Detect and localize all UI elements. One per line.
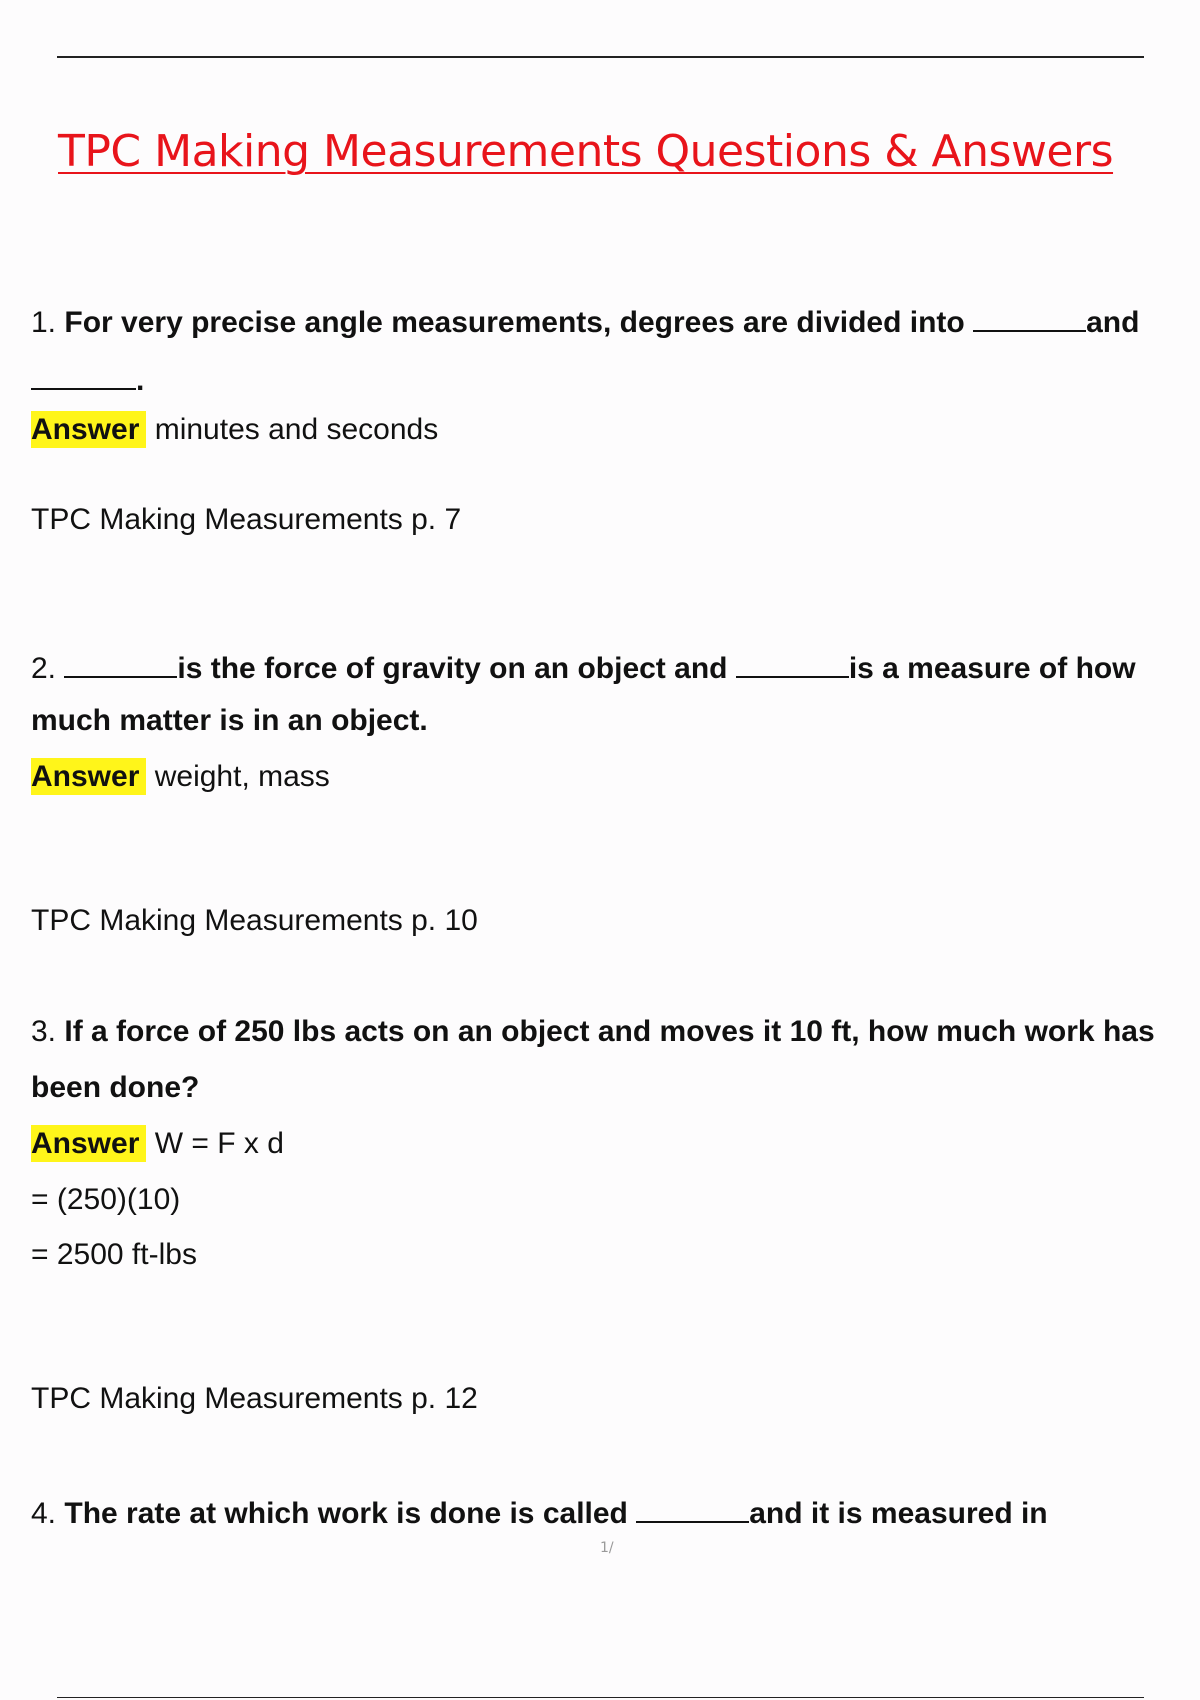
question-text: and it is measured in — [749, 1497, 1048, 1530]
answer-2 — [31, 762, 330, 792]
answer-3-line-3: = 2500 ft-lbs — [31, 1238, 197, 1271]
question-text: is the force of gravity on an object and — [177, 652, 728, 685]
question-4 — [31, 1495, 1048, 1529]
page-indicator: 1/ — [600, 1540, 614, 1556]
answer-text: W = F x d — [154, 1127, 284, 1160]
answer-label: Answer — [31, 411, 146, 448]
answer-blank — [736, 650, 849, 678]
answer-blank — [636, 1495, 749, 1523]
answer-1 — [31, 415, 438, 445]
question-text: If a force of 250 lbs acts on an object and moves it 10 ft, how much work has — [64, 1015, 1155, 1048]
answer-text: minutes and seconds — [154, 413, 439, 446]
question-text: . — [136, 364, 145, 397]
question-1-continued — [31, 362, 144, 396]
question-number: 3. — [31, 1015, 57, 1048]
reference-2: TPC Making Measurements p. 10 — [31, 904, 478, 937]
answer-blank — [64, 650, 177, 678]
question-1 — [31, 304, 1139, 338]
question-number: 1. — [31, 306, 57, 339]
page-title: TPC Making Measurements Questions & Answers — [58, 126, 1114, 177]
question-2-continued: much matter is in an object. — [31, 704, 428, 737]
question-number: 4. — [31, 1497, 57, 1530]
answer-blank — [973, 304, 1086, 332]
answer-blank — [31, 362, 136, 390]
header-rule — [57, 56, 1144, 58]
question-3 — [31, 1017, 1155, 1047]
reference-1: TPC Making Measurements p. 7 — [31, 503, 462, 536]
reference-3: TPC Making Measurements p. 12 — [31, 1382, 478, 1415]
question-text: is a measure of how — [848, 652, 1136, 685]
question-text: The rate at which work is done is called — [64, 1497, 628, 1530]
footer-rule — [57, 1697, 1144, 1698]
question-number: 2. — [31, 652, 57, 685]
answer-3 — [31, 1129, 284, 1159]
answer-label: Answer — [31, 758, 146, 795]
answer-text: weight, mass — [154, 760, 330, 793]
answer-label: Answer — [31, 1125, 146, 1162]
answer-3-line-2: = (250)(10) — [31, 1183, 181, 1216]
question-text: For very precise angle measurements, degrees are divided into — [64, 306, 965, 339]
question-text: and — [1086, 306, 1140, 339]
question-3-continued: been done? — [31, 1071, 200, 1104]
question-2 — [31, 650, 1136, 684]
